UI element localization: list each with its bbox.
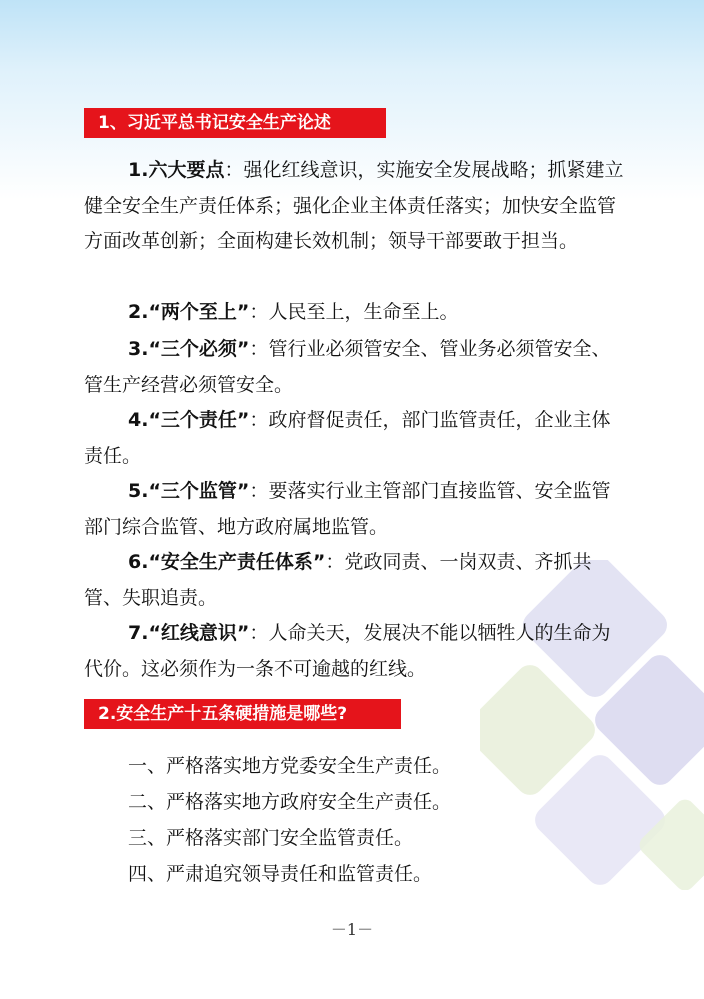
point-1-label: 1.六大要点 bbox=[128, 159, 225, 181]
point-6: 6.“安全生产责任体系”：党政同责、一岗双责、齐抓共管、失职追责。 bbox=[84, 551, 592, 609]
point-4-label: 4.“三个责任” bbox=[128, 409, 250, 431]
point-7-text: 人命关天，发展决不能以牺牲人的生命为代价。这必须作为一条不可逾越的红线。 bbox=[84, 622, 611, 680]
measure-item-2: 二、严格落实地方政府安全生产责任。 bbox=[128, 791, 452, 813]
point-3: 3.“三个必须”：管行业必须管安全、管业务必须管安全、管生产经营必须管安全。 bbox=[84, 338, 611, 396]
point-1: 1.六大要点：强化红线意识，实施安全发展战略；抓紧建立健全安全生产责任体系；强化企业主体责任落实；加快安全监管方面改革创新；全面构建长效机制；领导干部要敢于担当。 bbox=[84, 159, 624, 252]
point-6-label: 6.“安全生产责任体系” bbox=[128, 551, 326, 573]
point-5-text: 要落实行业主管部门直接监管、安全监管部门综合监管、地方政府属地监管。 bbox=[84, 480, 611, 538]
point-3-label: 3.“三个必须” bbox=[128, 338, 250, 360]
point-3-text: 管行业必须管安全、管业务必须管安全、管生产经营必须管安全。 bbox=[84, 338, 611, 396]
point-6-text: 党政同责、一岗双责、齐抓共管、失职追责。 bbox=[84, 551, 592, 609]
section1-heading: 1、习近平总书记安全生产论述 bbox=[84, 108, 386, 138]
point-2-text: 人民至上，生命至上。 bbox=[268, 301, 459, 323]
point-2: 2.“两个至上”：人民至上，生命至上。 bbox=[128, 301, 459, 323]
measure-item-1: 一、严格落实地方党委安全生产责任。 bbox=[128, 755, 452, 777]
point-2-label: 2.“两个至上” bbox=[128, 301, 250, 323]
section2-heading: 2.安全生产十五条硬措施是哪些? bbox=[84, 699, 401, 729]
point-4: 4.“三个责任”：政府督促责任，部门监管责任，企业主体责任。 bbox=[84, 409, 611, 467]
measure-item-3: 三、严格落实部门安全监管责任。 bbox=[128, 827, 414, 849]
point-4-text: 政府督促责任，部门监管责任，企业主体责任。 bbox=[84, 409, 611, 467]
point-5-label: 5.“三个监管” bbox=[128, 480, 250, 502]
measure-item-4: 四、严肃追究领导责任和监管责任。 bbox=[128, 863, 433, 885]
point-1-text: 强化红线意识，实施安全发展战略；抓紧建立健全安全生产责任体系；强化企业主体责任落实；加快安全监管方面改革创新；全面构建长效机制；领导干部要敢于担当。 bbox=[84, 159, 624, 252]
page-number: －1－ bbox=[330, 920, 374, 939]
point-7-label: 7.“红线意识” bbox=[128, 622, 250, 644]
point-5: 5.“三个监管”：要落实行业主管部门直接监管、安全监管部门综合监管、地方政府属地监管。 bbox=[84, 480, 611, 538]
point-7: 7.“红线意识”：人命关天，发展决不能以牺牲人的生命为代价。这必须作为一条不可逾越的红线。 bbox=[84, 622, 611, 680]
